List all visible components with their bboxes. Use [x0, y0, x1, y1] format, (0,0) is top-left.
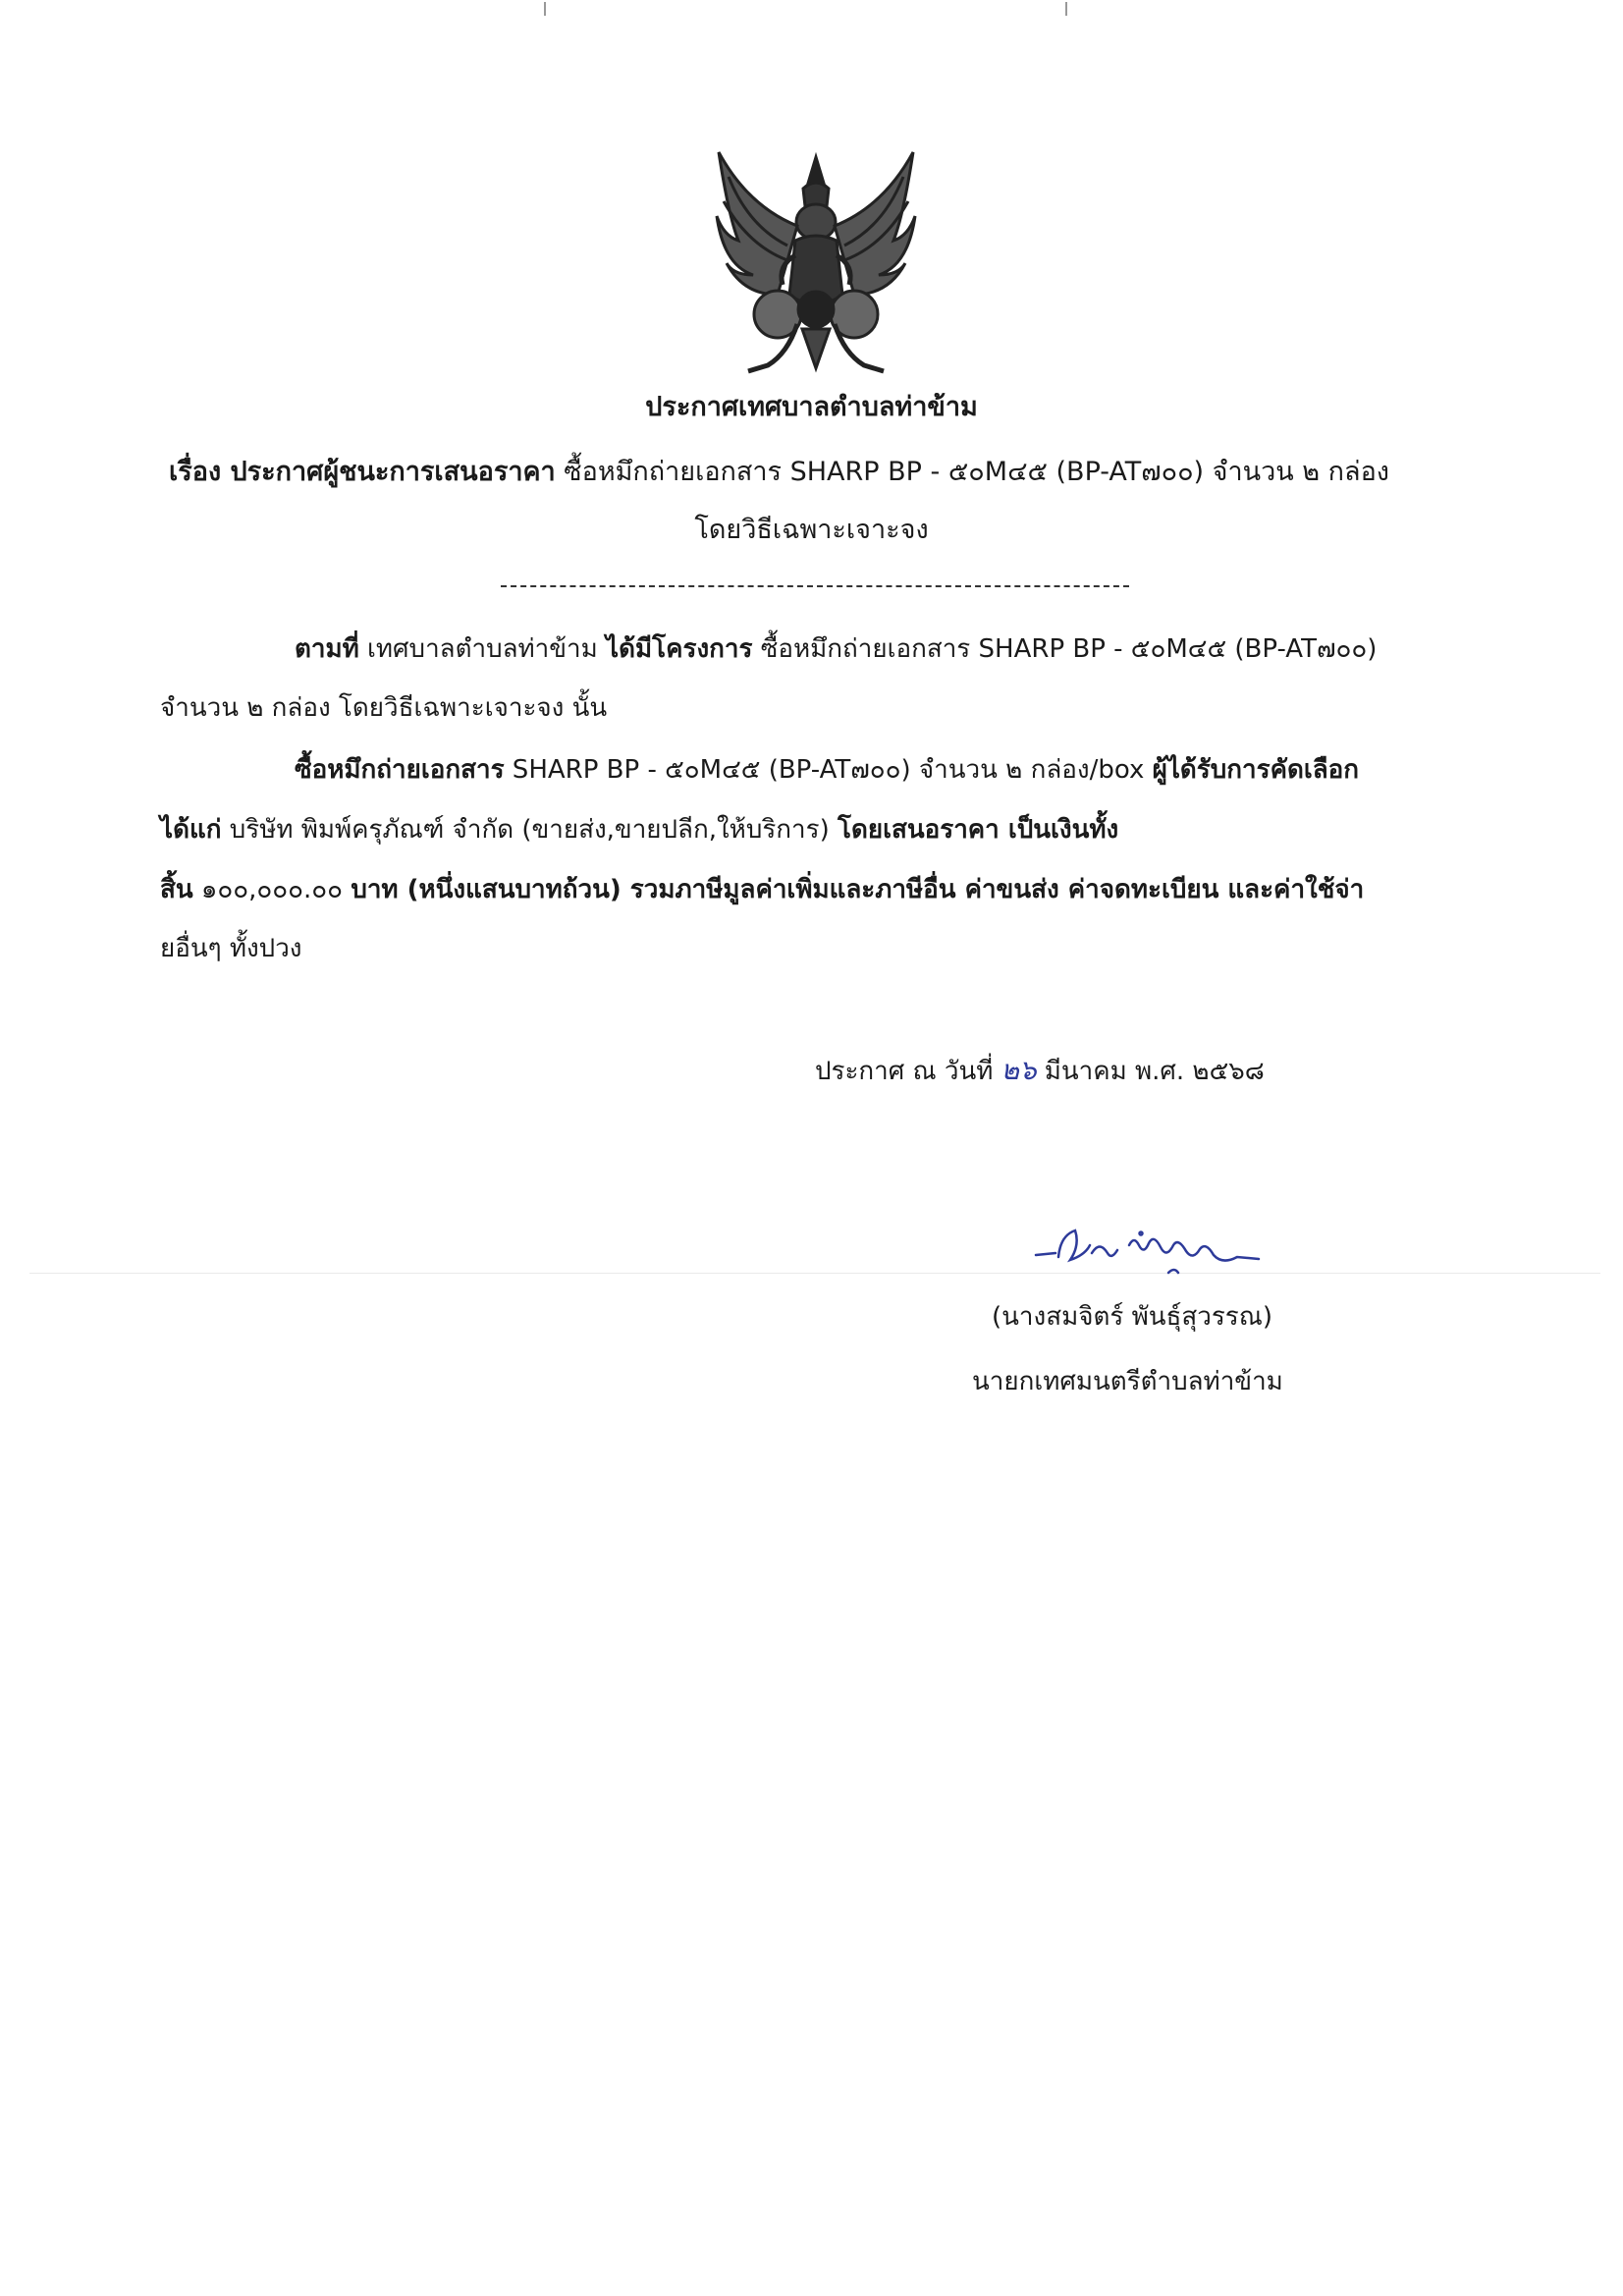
- separator-rule: [501, 585, 1129, 587]
- bold-text: โดยเสนอราคา เป็นเงินทั้ง: [838, 815, 1119, 845]
- scan-mark: [1065, 2, 1067, 16]
- date-prefix: ประกาศ ณ วันที่: [815, 1057, 994, 1086]
- paragraph-line: [295, 749, 1359, 790]
- subject-text: ซื้อหมึกถ่ายเอกสาร SHARP BP - ๕๐M๔๕ (BP-AT๗๐๐) จำนวน ๒ กล่อง: [555, 457, 1389, 487]
- paragraph-line: ยอื่นๆ ทั้งปวง: [160, 934, 302, 963]
- subject-line: [169, 450, 1389, 492]
- handwritten-signature: [1031, 1216, 1267, 1285]
- paragraph-line: จำนวน ๒ กล่อง โดยวิธีเฉพาะเจาะจง นั้น: [160, 693, 608, 723]
- lead-text: ตามที่: [295, 634, 359, 664]
- signatory-name: (นางสมจิตร์ พันธุ์สุวรรณ): [992, 1302, 1273, 1332]
- date-suffix: มีนาคม พ.ศ. ๒๕๖๘: [1044, 1057, 1265, 1086]
- handwritten-day: ๒๖: [1001, 1054, 1037, 1086]
- bold-text: ได้แก่: [160, 815, 222, 845]
- document-title: ประกาศเทศบาลตำบลท่าข้าม: [645, 392, 978, 422]
- body-text: ซื้อหมึกถ่ายเอกสาร SHARP BP - ๕๐M๔๕ (BP-AT๗๐๐): [752, 634, 1378, 664]
- garuda-emblem-icon: [709, 147, 923, 375]
- bold-text: ผู้ได้รับการคัดเลือก: [1152, 755, 1360, 785]
- paragraph-line: [295, 629, 1377, 669]
- bold-text: สิ้น: [160, 875, 193, 904]
- announcement-date: [815, 1049, 1265, 1092]
- bold-text: บาท (หนึ่งแสนบาทถ้วน) รวมภาษีมูลค่าเพิ่มและภาษีอื่น ค่าขนส่ง ค่าจดทะเบียน และค่าใช้จ่า: [351, 875, 1365, 904]
- scan-mark: [544, 2, 546, 16]
- paragraph-line: [160, 809, 1118, 849]
- paragraph-line: [160, 869, 1364, 909]
- body-text: SHARP BP - ๕๐M๔๕ (BP-AT๗๐๐) จำนวน ๒ กล่อง/box: [504, 755, 1153, 785]
- subject-label: เรื่อง ประกาศผู้ชนะการเสนอราคา: [169, 457, 556, 487]
- body-text: บริษัท พิมพ์ครุภัณฑ์ จำกัด (ขายส่ง,ขายปลีก,ให้บริการ): [221, 815, 838, 845]
- amount-text: ๑๐๐,๐๐๐.๐๐: [192, 875, 352, 904]
- bold-text: ได้มีโครงการ: [606, 634, 753, 664]
- signatory-position: นายกเทศมนตรีตำบลท่าข้าม: [972, 1367, 1283, 1396]
- bold-text: ซื้อหมึกถ่ายเอกสาร: [295, 755, 505, 785]
- subject-line-2: โดยวิธีเฉพาะเจาะจง: [694, 515, 929, 545]
- scan-line: [29, 1273, 1600, 1274]
- body-text: เทศบาลตำบลท่าข้าม: [358, 634, 607, 664]
